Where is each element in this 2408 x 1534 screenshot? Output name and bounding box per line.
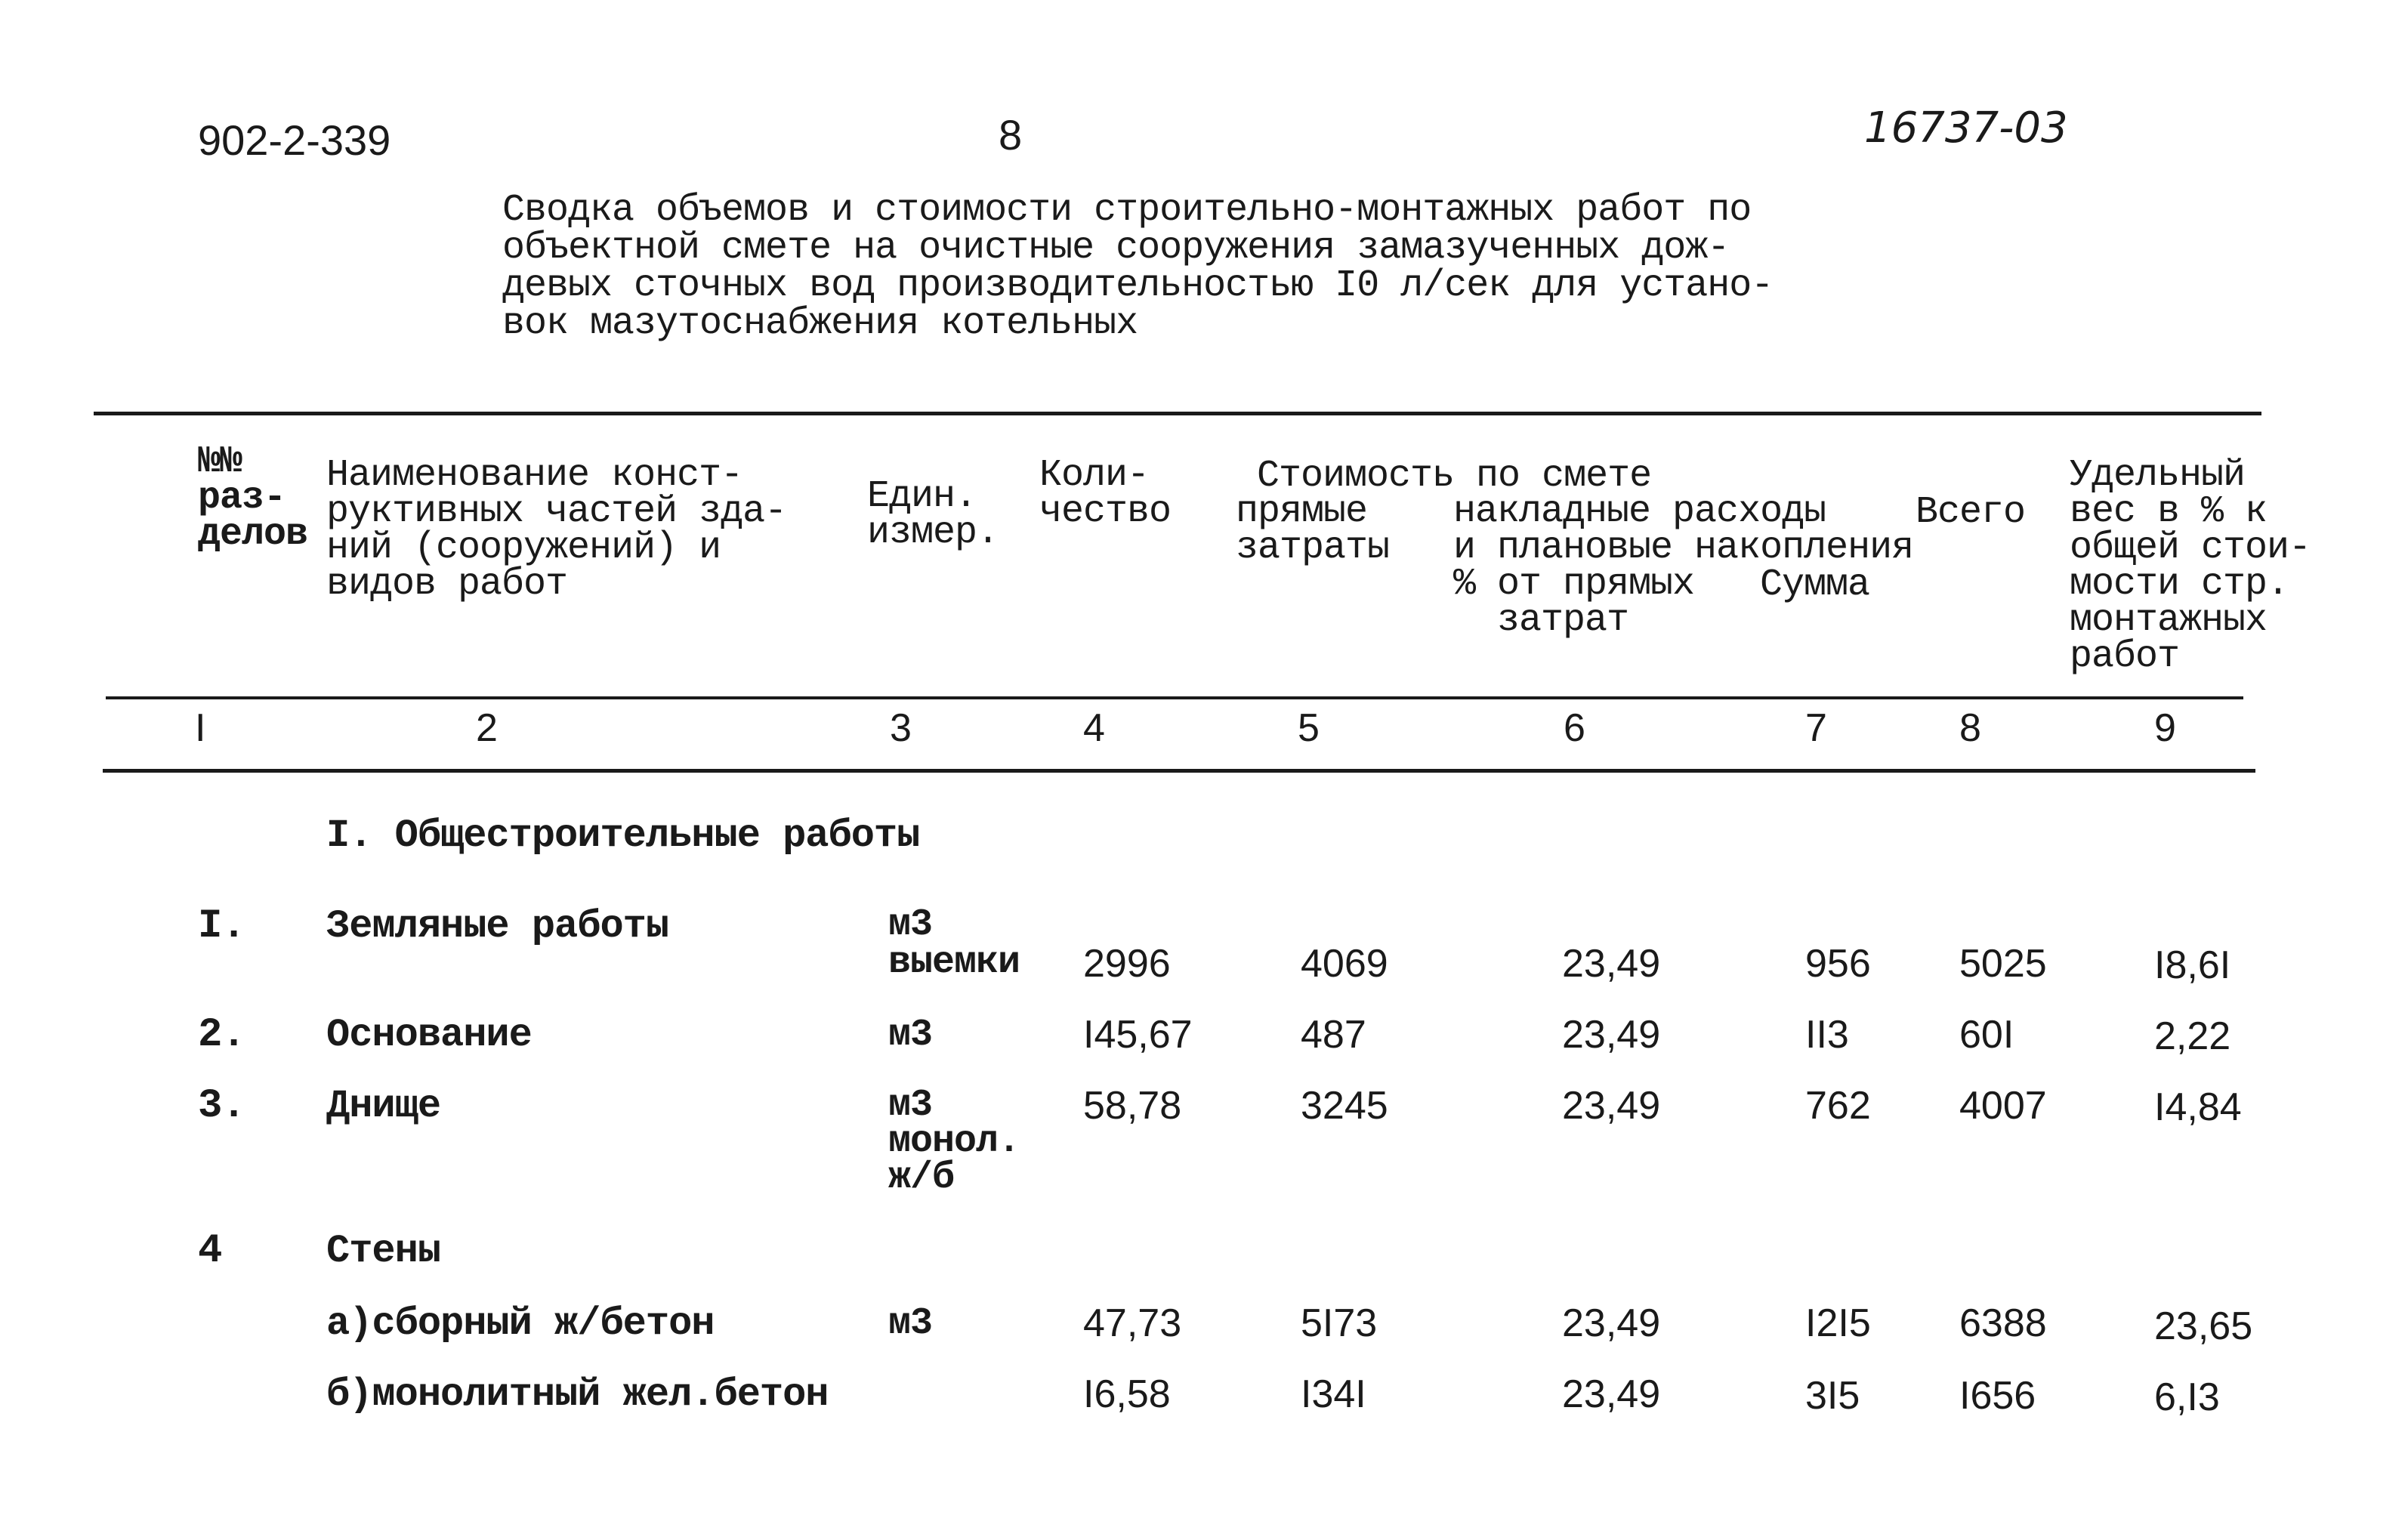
header-overhead: накладные расходы и плановые накопления	[1453, 490, 1914, 569]
title-line: девых сточных вод производительностью I0 л/сек для устано-	[502, 264, 1774, 307]
row-unit: м3 выемки	[888, 903, 1020, 984]
table-top-rule	[94, 412, 2261, 415]
document-code: 902-2-339	[198, 116, 391, 164]
handwritten-archive-number: 16737-03	[1864, 103, 2068, 153]
row-share: 2,22	[2154, 1014, 2231, 1058]
header-unit: Един. измер.	[867, 475, 999, 554]
column-number: 3	[890, 706, 912, 750]
row-name: Стены	[326, 1229, 441, 1273]
header-sum: Сумма	[1760, 563, 1870, 607]
row-percent: 23,49	[1562, 1301, 1661, 1345]
row-sum: 3I5	[1805, 1374, 1860, 1418]
row-total: 4007	[1959, 1084, 2047, 1128]
page-number: 8	[999, 111, 1023, 159]
row-unit: м3	[888, 1014, 933, 1057]
row-quantity: 58,78	[1083, 1084, 1182, 1128]
row-number: 2.	[198, 1012, 245, 1058]
header-quantity: Коли- чество	[1039, 454, 1172, 533]
header-percent: % от прямых затрат	[1453, 563, 1695, 642]
row-number: 4	[198, 1228, 222, 1274]
column-number: 6	[1564, 706, 1585, 750]
row-direct-costs: I34I	[1301, 1372, 1366, 1416]
header-work-name: Наименование конст- руктивных частей зда- ний (сооружений) и видов работ	[326, 454, 787, 606]
row-sum: 956	[1805, 942, 1871, 986]
row-percent: 23,49	[1562, 1013, 1661, 1057]
row-sum: I2I5	[1805, 1301, 1871, 1345]
title-line: Сводка объемов и стоимости строительно-монтажных работ по	[502, 189, 1752, 232]
row-name: Основание	[326, 1013, 532, 1057]
header-bottom-rule	[106, 696, 2243, 699]
row-quantity: 2996	[1083, 942, 1171, 986]
row-unit: м3 монол. ж/б	[888, 1084, 1020, 1199]
column-number: I	[195, 706, 206, 750]
title-line: вок мазутоснабжения котельных	[502, 302, 1138, 345]
row-share: I8,6I	[2154, 943, 2231, 987]
row-sum: 762	[1805, 1084, 1871, 1128]
row-direct-costs: 4069	[1301, 942, 1388, 986]
column-number: 5	[1298, 706, 1320, 750]
title-line: объектной смете на очистные сооружения замазученных дож-	[502, 227, 1730, 270]
row-direct-costs: 487	[1301, 1013, 1366, 1057]
row-total: 60I	[1959, 1013, 2014, 1057]
row-number: I.	[198, 903, 245, 949]
column-number: 7	[1805, 706, 1827, 750]
column-number: 8	[1959, 706, 1981, 750]
column-number: 4	[1083, 706, 1105, 750]
header-total: Всего	[1916, 491, 2026, 534]
column-number: 9	[2154, 706, 2176, 750]
row-share: I4,84	[2154, 1085, 2242, 1129]
row-sum: II3	[1805, 1013, 1849, 1057]
row-direct-costs: 5I73	[1301, 1301, 1378, 1345]
row-share: 23,65	[2154, 1304, 2253, 1348]
row-total: I656	[1959, 1374, 2036, 1418]
row-percent: 23,49	[1562, 1084, 1661, 1128]
header-share: Удельный вес в % к общей стои- мости стр. монтажных работ	[2070, 454, 2311, 678]
row-name: Земляные работы	[326, 904, 669, 949]
section-title: I. Общестроительные работы	[326, 813, 920, 858]
row-name: Днище	[326, 1084, 441, 1128]
column-numbers-rule	[103, 769, 2255, 773]
header-section-number: №№ раз- делов	[198, 440, 308, 556]
column-number: 2	[476, 706, 498, 750]
row-name: а)сборный ж/бетон	[326, 1301, 715, 1346]
row-name: б)монолитный жел.бетон	[326, 1372, 829, 1417]
row-quantity: 47,73	[1083, 1301, 1182, 1345]
row-quantity: I6,58	[1083, 1372, 1171, 1416]
row-direct-costs: 3245	[1301, 1084, 1388, 1128]
document-title	[502, 189, 1774, 345]
row-percent: 23,49	[1562, 1372, 1661, 1416]
row-quantity: I45,67	[1083, 1013, 1193, 1057]
row-total: 6388	[1959, 1301, 2047, 1345]
row-total: 5025	[1959, 942, 2047, 986]
row-number: 3.	[198, 1083, 245, 1129]
row-percent: 23,49	[1562, 942, 1661, 986]
row-unit: м3	[888, 1302, 933, 1345]
header-direct-costs: прямые затраты	[1236, 490, 1390, 569]
header-cost-group: Стоимость по смете	[1257, 455, 1652, 498]
row-share: 6,I3	[2154, 1375, 2220, 1419]
